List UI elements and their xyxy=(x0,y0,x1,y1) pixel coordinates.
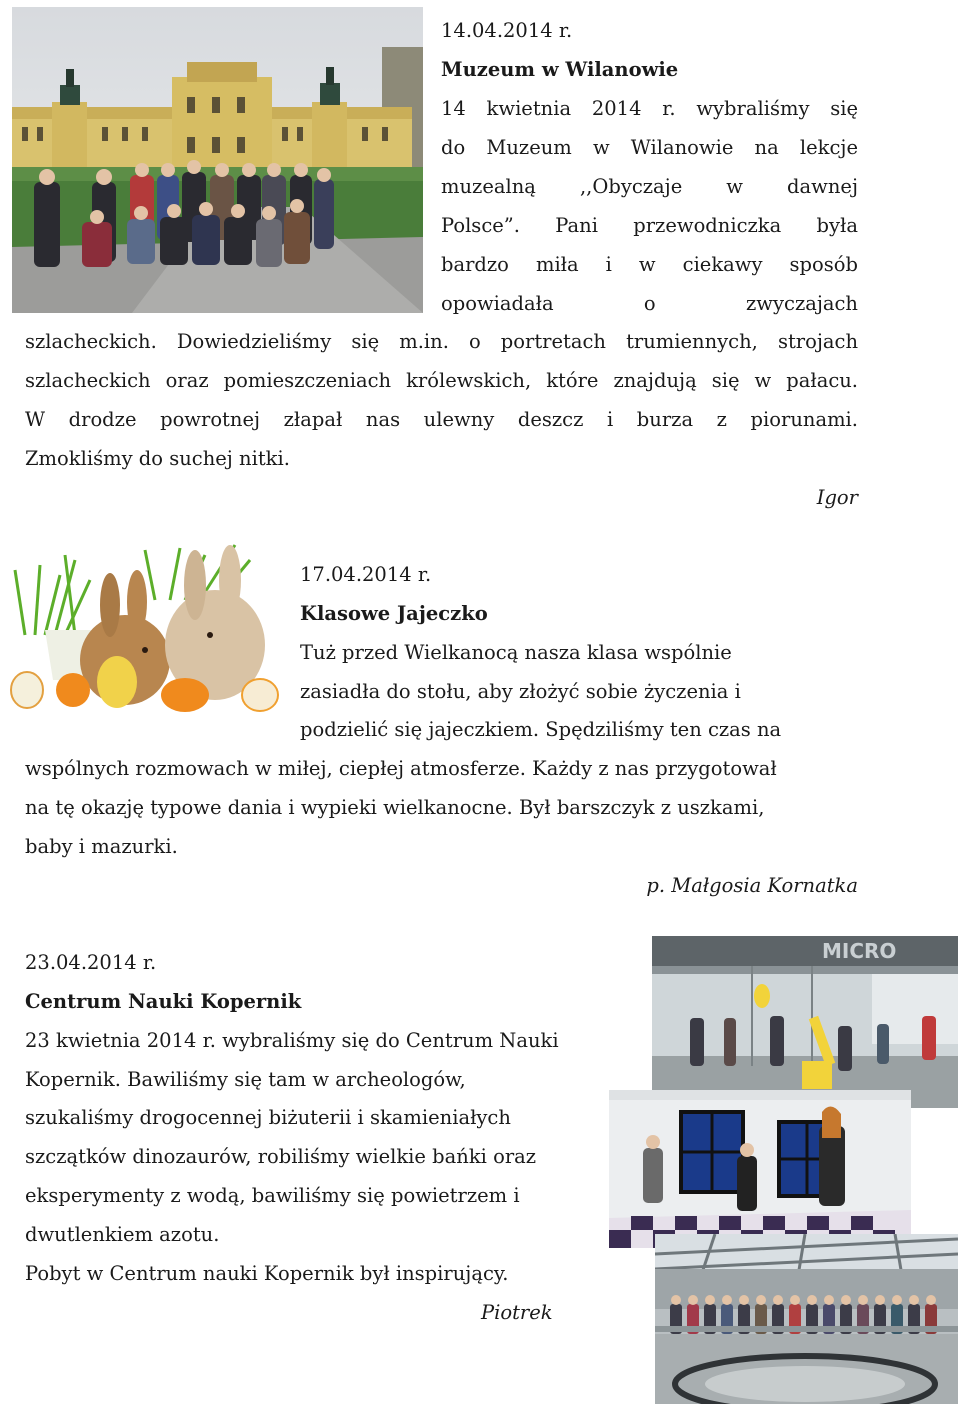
article-3-line: dwutlenkiem azotu. xyxy=(25,1223,220,1246)
easter-bunnies-photo xyxy=(5,540,285,716)
article-3-line: szukaliśmy drogocennej biżuterii i skamieniałych xyxy=(25,1106,511,1129)
article-3-line: Pobyt w Centrum nauki Kopernik był inspirujący. xyxy=(25,1262,509,1285)
article-3-date: 23.04.2014 r. xyxy=(25,951,157,974)
article-1-author: Igor xyxy=(816,486,858,509)
article-1-line: W drodze powrotnej złapał nas ulewny deszcz i burza z piorunami. xyxy=(25,408,858,431)
article-2-line: zasiadła do stołu, aby złożyć sobie życzenia i xyxy=(300,680,741,703)
article-1-line: do Muzeum w Wilanowie na lekcje xyxy=(441,136,858,159)
article-1-line: opowiadała o zwyczajach xyxy=(441,292,858,315)
article-1-line: Zmokliśmy do suchej nitki. xyxy=(25,447,290,470)
article-3-title: Centrum Nauki Kopernik xyxy=(25,990,302,1013)
article-2-line: Tuż przed Wielkanocą nasza klasa wspólnie xyxy=(300,641,732,664)
article-2-line: baby i mazurki. xyxy=(25,835,178,858)
article-2-line: na tę okazję typowe dania i wypieki wielkanocne. Był barszczyk z uszkami, xyxy=(25,796,765,819)
illusion-room-photo xyxy=(609,1090,911,1248)
article-3-line: Kopernik. Bawiliśmy się tam w archeologów, xyxy=(25,1068,466,1091)
article-2-date: 17.04.2014 r. xyxy=(300,563,432,586)
article-1-line: 14 kwietnia 2014 r. wybraliśmy się xyxy=(441,97,858,120)
wilanow-palace-photo xyxy=(12,7,423,313)
article-1-date: 14.04.2014 r. xyxy=(441,19,573,42)
article-3-line: 23 kwietnia 2014 r. wybraliśmy się do Centrum Nauki xyxy=(25,1029,559,1052)
kopernik-hall-photo xyxy=(652,936,958,1108)
article-2-line: podzielić się jajeczkiem. Spędziliśmy ten czas na xyxy=(300,718,782,741)
article-2-author: p. Małgosia Kornatka xyxy=(646,874,858,897)
article-2-title: Klasowe Jajeczko xyxy=(300,602,488,625)
article-3-line: szczątków dinozaurów, robiliśmy wielkie bańki oraz xyxy=(25,1145,537,1168)
micro-sign-text: MICRO xyxy=(822,939,897,963)
article-2-line: wspólnych rozmowach w miłej, ciepłej atmosferze. Każdy z nas przygotował xyxy=(25,757,777,780)
article-1-line: bardzo miła i w ciekawy sposób xyxy=(441,253,858,276)
article-3-author: Piotrek xyxy=(481,1301,553,1324)
kopernik-group-photo xyxy=(655,1234,958,1404)
article-3-line: eksperymenty z wodą, bawiliśmy się powietrzem i xyxy=(25,1184,520,1207)
article-1-line: szlacheckich. Dowiedzieliśmy się m.in. o portretach trumiennych, strojach xyxy=(25,330,858,353)
article-1-line: szlacheckich oraz pomieszczeniach królewskich, które znajdują się w pałacu. xyxy=(25,369,858,392)
article-1-title: Muzeum w Wilanowie xyxy=(441,58,679,81)
article-1-line: Polsce”. Pani przewodniczka była xyxy=(441,214,858,237)
article-1-line: muzealną ,,Obyczaje w dawnej xyxy=(441,175,858,198)
